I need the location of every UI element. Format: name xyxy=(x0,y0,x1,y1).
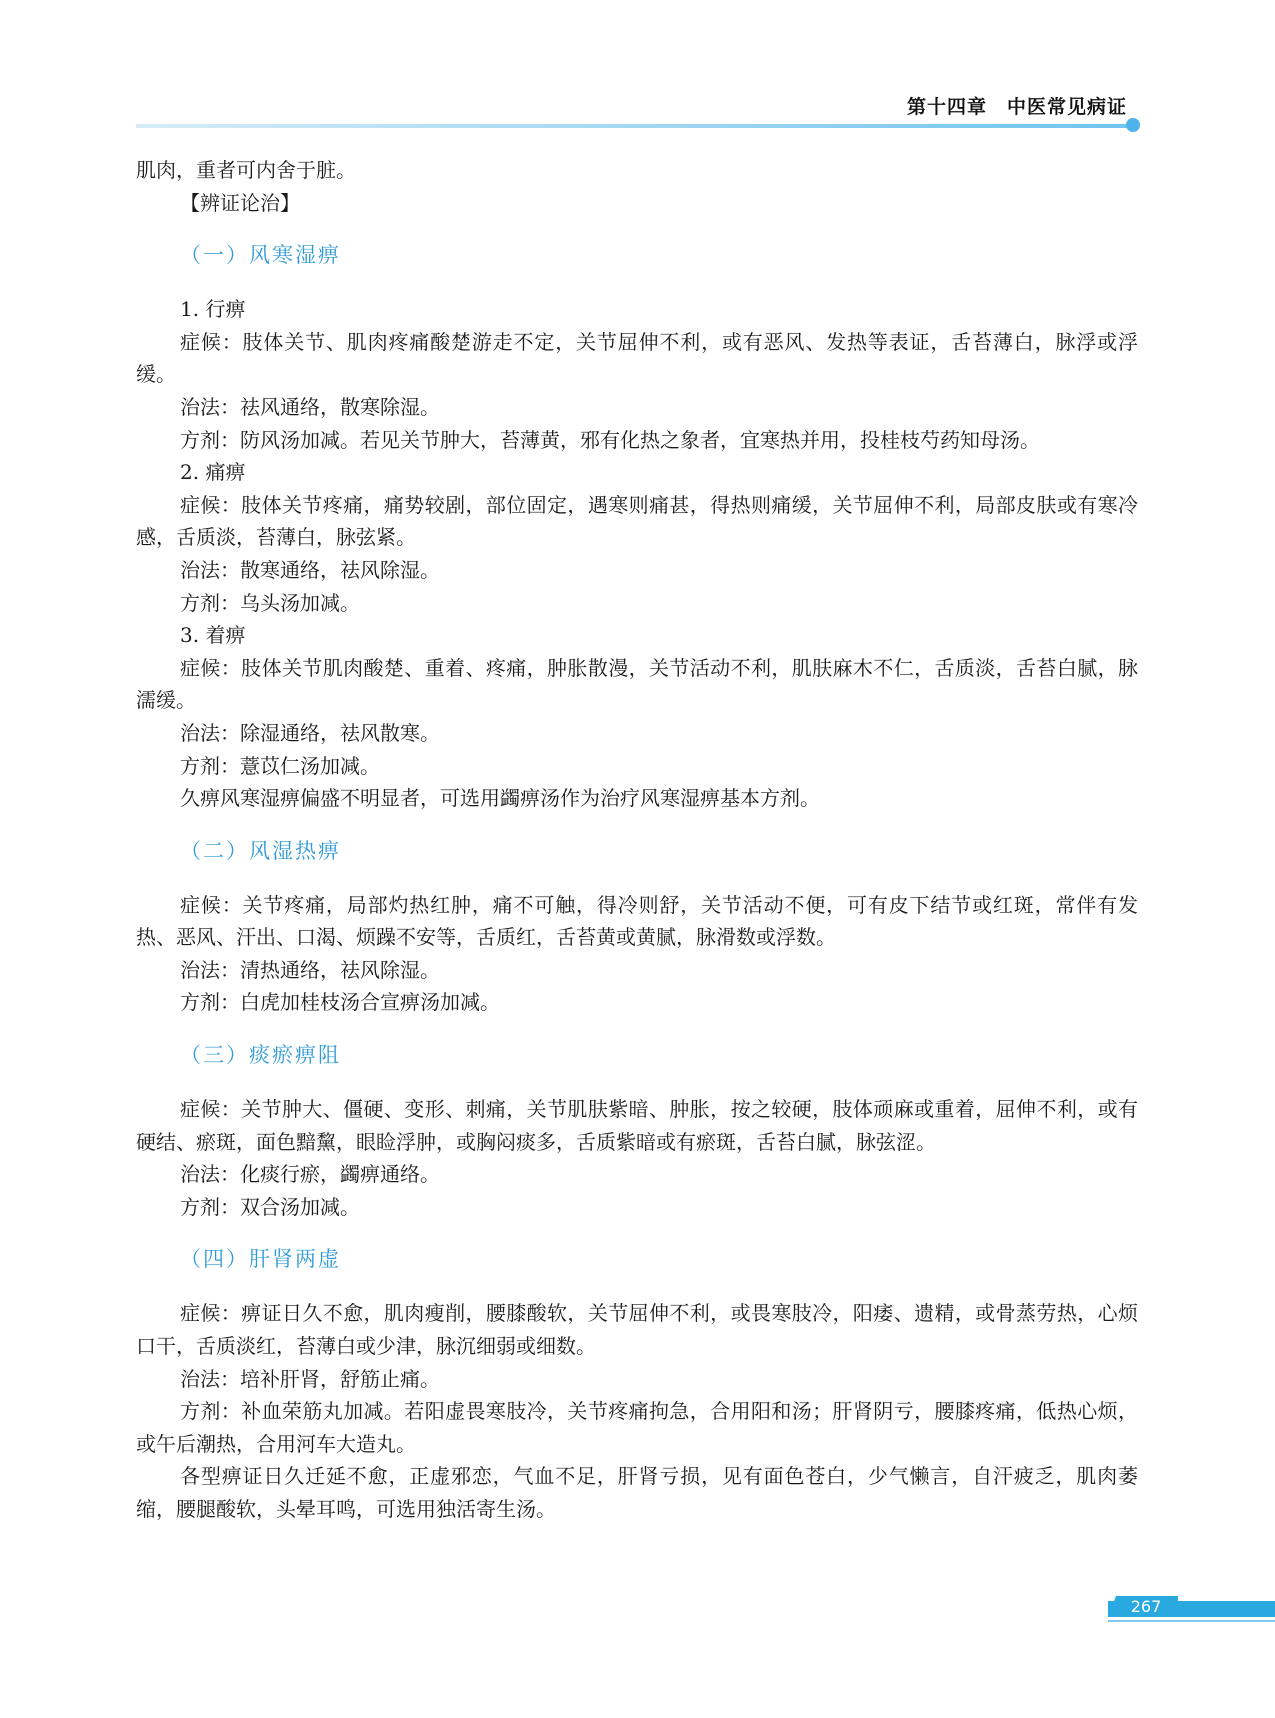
paragraph-formula: 方剂：双合汤加减。 xyxy=(180,1194,360,1219)
paragraph-intro: 肌肉，重者可内舍于脏。 xyxy=(136,158,356,182)
paragraph-formula: 方剂：乌头汤加减。 xyxy=(180,590,360,615)
paragraph-symptoms: 症候：肢体关节疼痛，痛势较剧，部位固定，遇寒则痛甚，得热则痛缓，关节屈伸不利，局部皮肤或有寒冷感，舌质淡，苔薄白，脉弦紧。 xyxy=(136,492,1138,550)
paragraph-treatment: 治法：祛风通络，散寒除湿。 xyxy=(180,394,440,419)
section-heading-1: （一）风寒湿痹 xyxy=(180,243,341,268)
paragraph-treatment: 治法：化痰行瘀，蠲痹通络。 xyxy=(180,1162,440,1187)
header-dot-decoration xyxy=(1126,118,1140,132)
subheading-xingbi: 1. 行痹 xyxy=(180,297,246,322)
paragraph-symptoms: 症候：肢体关节、肌肉疼痛酸楚游走不定，关节屈伸不利，或有恶风、发热等表证，舌苔薄白，脉浮或浮缓。 xyxy=(136,329,1138,387)
paragraph-summary: 各型痹证日久迁延不愈，正虚邪恋，气血不足，肝肾亏损，见有面色苍白，少气懒言，自汗疲乏，肌肉萎缩，腰腿酸软，头晕耳鸣，可选用独活寄生汤。 xyxy=(136,1464,1138,1521)
section-heading-4: （四）肝肾两虚 xyxy=(180,1247,341,1272)
paragraph-bianzheng-heading: 【辨证论治】 xyxy=(180,190,300,215)
footer-rule xyxy=(1108,1620,1275,1622)
section-heading-3: （三）痰瘀痹阻 xyxy=(180,1043,341,1068)
paragraph-treatment: 治法：除湿通络，祛风散寒。 xyxy=(180,720,440,745)
header-rule xyxy=(136,124,1134,128)
paragraph-formula: 方剂：白虎加桂枝汤合宣痹汤加减。 xyxy=(180,990,500,1015)
paragraph-formula: 方剂：防风汤加减。若见关节肿大，苔薄黄，邪有化热之象者，宜寒热并用，投桂枝芍药知母汤。 xyxy=(180,427,1040,452)
paragraph-symptoms: 症候：关节肿大、僵硬、变形、刺痛，关节肌肤紫暗、肿胀，按之较硬，肢体顽麻或重着，屈伸不利，或有硬结、瘀斑，面色黯黧，眼睑浮肿，或胸闷痰多，舌质紫暗或有瘀斑，舌苔白腻，脉弦涩。 xyxy=(136,1097,1138,1154)
subheading-zhuobi: 3. 着痹 xyxy=(180,623,246,648)
paragraph-symptoms: 症候：肢体关节肌肉酸楚、重着、疼痛，肿胀散漫，关节活动不利，肌肤麻木不仁，舌质淡，舌苔白腻，脉濡缓。 xyxy=(136,655,1138,713)
subheading-tongbi: 2. 痛痹 xyxy=(180,460,246,485)
paragraph-symptoms: 症候：痹证日久不愈，肌肉瘦削，腰膝酸软，关节屈伸不利，或畏寒肢冷，阳痿、遗精，或骨蒸劳热，心烦口干，舌质淡红，苔薄白或少津，脉沉细弱或细数。 xyxy=(136,1301,1138,1359)
paragraph-note: 久痹风寒湿痹偏盛不明显者，可选用蠲痹汤作为治疗风寒湿痹基本方剂。 xyxy=(180,786,820,811)
paragraph-treatment: 治法：散寒通络，祛风除湿。 xyxy=(180,557,440,582)
page-content xyxy=(136,154,1138,1526)
paragraph-treatment: 治法：清热通络，祛风除湿。 xyxy=(180,957,440,982)
paragraph-treatment: 治法：培补肝肾，舒筋止痛。 xyxy=(180,1366,440,1391)
paragraph-formula: 方剂：补血荣筋丸加减。若阳虚畏寒肢冷，关节疼痛拘急，合用阳和汤；肝肾阴亏，腰膝疼痛，低热心烦，或午后潮热，合用河车大造丸。 xyxy=(136,1399,1138,1456)
section-heading-2: （二）风湿热痹 xyxy=(180,838,341,863)
chapter-title: 第十四章 中医常见病证 xyxy=(906,96,1127,118)
paragraph-formula: 方剂：薏苡仁汤加减。 xyxy=(180,753,380,778)
page-number: 267 xyxy=(1130,1597,1162,1616)
paragraph-symptoms: 症候：关节疼痛，局部灼热红肿，痛不可触，得冷则舒，关节活动不便，可有皮下结节或红斑，常伴有发热、恶风、汗出、口渴、烦躁不安等，舌质红，舌苔黄或黄腻，脉滑数或浮数。 xyxy=(136,892,1138,950)
